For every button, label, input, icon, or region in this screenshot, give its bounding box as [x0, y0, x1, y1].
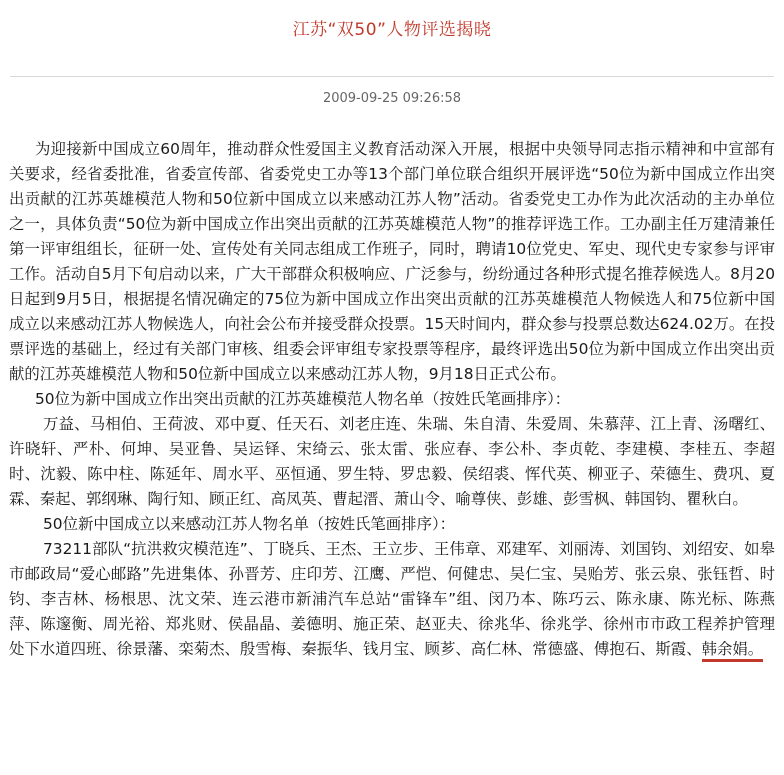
last-name-underlined: 韩余娟。: [702, 640, 764, 662]
header-divider: [10, 76, 774, 77]
intro-paragraph: 为迎接新中国成立60周年，推动群众性爱国主义教育活动深入开展，根据中央领导同志指示精神和中宣部有关要求，经省委批准，省委宣传部、省委党史工办等13个部门单位联合组织开展评选“50位为新中国成立作出突出贡献的江苏英雄模范人物和50位新中国成立以来感动江苏人物”活动。省委党史工办作为此次活动的主办单位之一，具体负责“50位为新中国成立作出突出贡献的江苏英雄模范人物”的推荐评选工作。工办副主任万建清兼任第一评审组组长，征研一处、宣传处有关同志组成工作班子，同时，聘请10位党史、军史、现代史专家参与评审工作。活动自5月下旬启动以来，广大干部群众积极响应、广泛参与，纷纷通过各种形式提名推荐候选人。8月20日起到9月5日，根据提名情况确定的75位为新中国成立作出突出贡献的江苏英雄模范人物候选人和75位新中国成立以来感动江苏人物候选人，向社会公布并接受群众投票。15天时间内，群众参与投票总数达624.02万。在投票评选的基础上，经过有关部门审核、组委会评审组专家投票等程序，最终评选出50位为新中国成立作出突出贡献的江苏英雄模范人物和50位新中国成立以来感动江苏人物，9月18日正式公布。: [9, 140, 776, 383]
list2-heading: 50位新中国成立以来感动江苏人物名单（按姓氏笔画排序）：: [43, 515, 456, 533]
article-body: [9, 137, 775, 662]
list1-heading: 50位为新中国成立作出突出贡献的江苏英雄模范人物名单（按姓氏笔画排序）：: [35, 390, 571, 408]
publish-date: 2009-09-25 09:26:58: [322, 91, 462, 106]
list2-names: [9, 537, 775, 662]
article-title: 江苏“双50”人物评选揭晓: [292, 20, 492, 40]
list1-names: 万益、马相伯、王荷波、邓中夏、任天石、刘老庄连、朱瑞、朱自清、朱爱周、朱慕萍、江上青、汤曙红、许晓轩、严朴、何坤、吴亚鲁、吴运铎、宋绮云、张太雷、张应春、李公朴、李贞乾、李建模、李桂五、李超时、沈毅、陈中柱、陈延年、周水平、巫恒通、罗生特、罗忠毅、侯绍裘、恽代英、柳亚子、荣德生、费巩、夏霖、秦起、郭纲琳、陶行知、顾正红、高凤英、曹起溍、萧山令、喻尊侠、彭雄、彭雪枫、韩国钧、瞿秋白。: [9, 415, 775, 508]
list2-names-text: 73211部队“抗洪救灾模范连”、丁晓兵、王杰、王立步、王伟章、邓建军、刘丽涛、刘国钧、刘绍安、如皋市邮政局“爱心邮路”先进集体、孙晋芳、庄印芳、江鹰、严恺、何健忠、吴仁宝、吴贻芳、张云泉、张钰哲、时钧、李吉林、杨根思、沈文荣、连云港市新浦汽车总站“雷锋车”组、闵乃本、陈巧云、陈永康、陈光标、陈燕萍、陈邃衡、周光裕、郑兆财、侯晶晶、姜德明、施正荣、赵亚夫、徐兆华、徐兆学、徐州市市政工程养护管理处下水道四班、徐景藩、栾菊杰、殷雪梅、秦振华、钱月宝、顾芗、高仁林、常德盛、傅抱石、斯霞、: [9, 540, 775, 658]
